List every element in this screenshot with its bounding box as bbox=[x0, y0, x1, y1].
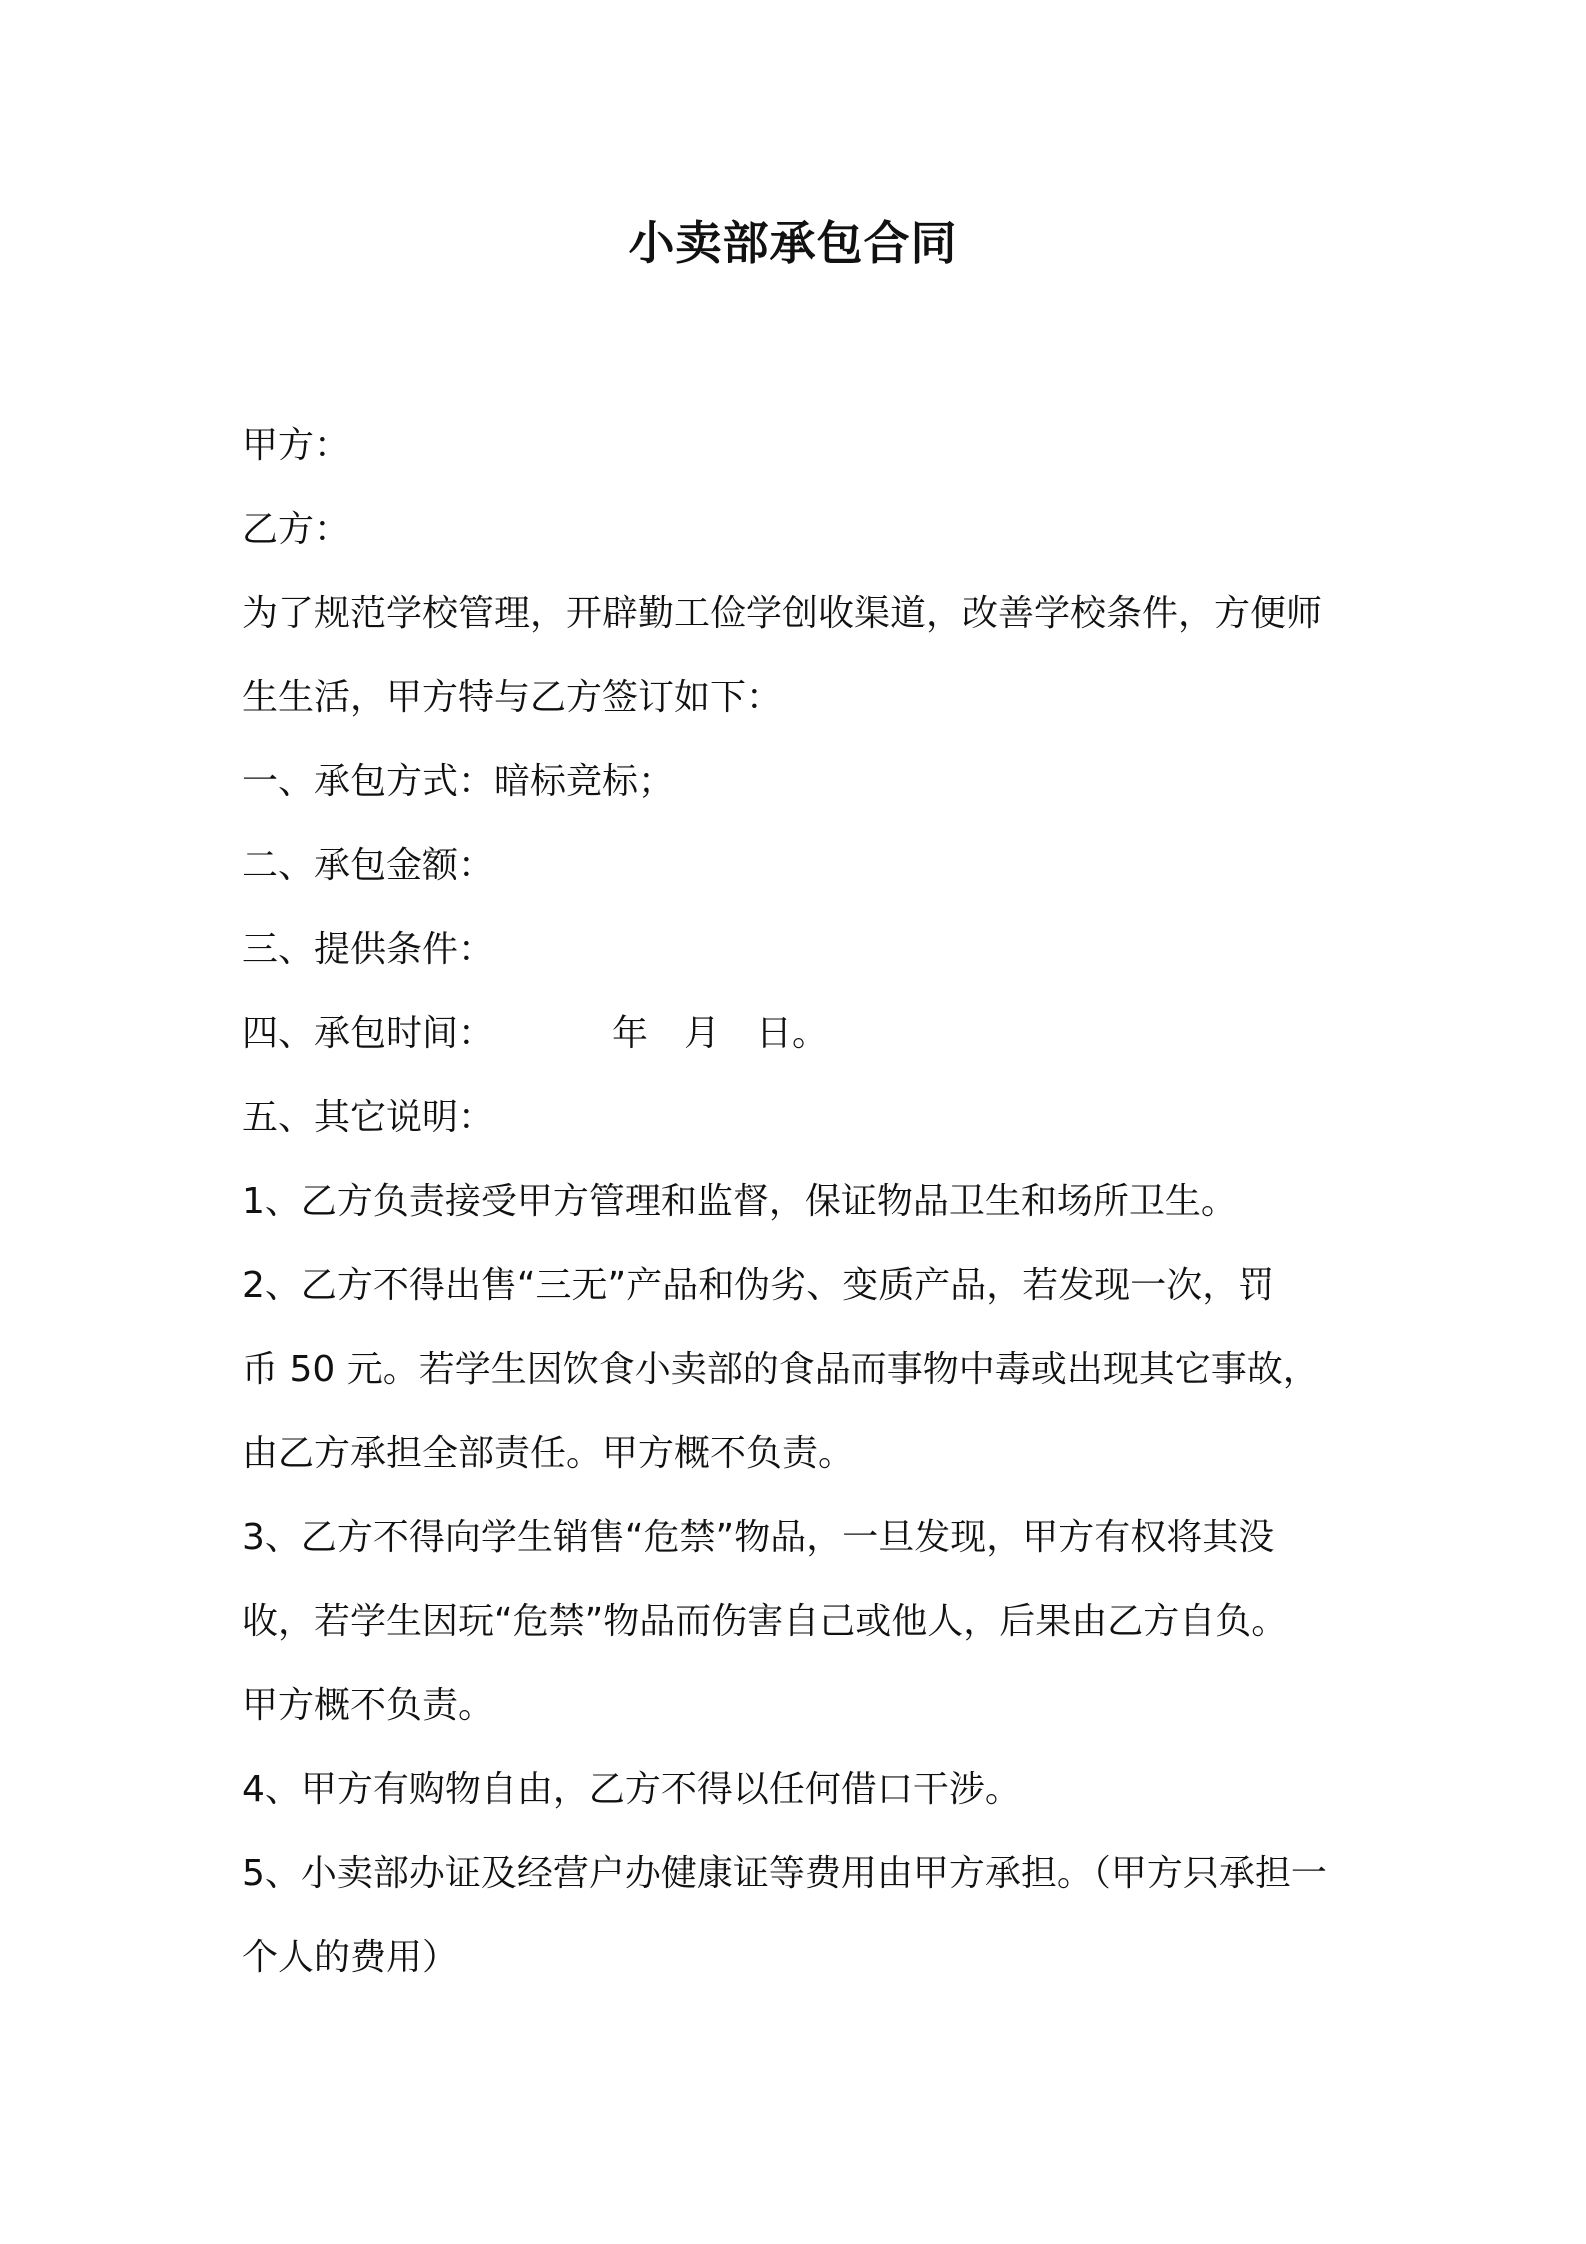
clause-1-line-1: 1、乙方负责接受甲方管理和监督，保证物品卫生和场所卫生。 bbox=[242, 1181, 1237, 1222]
section-2-line: 二、承包金额： bbox=[242, 845, 495, 886]
intro-line-2: 生生活，甲方特与乙方签订如下： bbox=[242, 677, 783, 718]
contract-title: 小卖部承包合同 bbox=[628, 216, 958, 270]
section-4-line bbox=[242, 992, 1362, 1076]
clause-2-line-2: 币 50 元。若学生因饮食小卖部的食品而事物中毒或出现其它事故， bbox=[242, 1349, 1319, 1390]
clause-3-line-1: 3、乙方不得向学生销售“危禁”物品，一旦发现，甲方有权将其没 bbox=[242, 1517, 1275, 1558]
clause-3-line-2: 收，若学生因玩“危禁”物品而伤害自己或他人，后果由乙方自负。 bbox=[242, 1601, 1288, 1642]
section-5-line: 五、其它说明： bbox=[242, 1097, 495, 1138]
clause-5-line-1: 5、小卖部办证及经营户办健康证等费用由甲方承担。（甲方只承担一 bbox=[242, 1853, 1327, 1894]
section-3-line: 三、提供条件： bbox=[242, 929, 495, 970]
section-1-line: 一、承包方式：暗标竞标； bbox=[242, 761, 675, 802]
intro-line-1: 为了规范学校管理，开辟勤工俭学创收渠道，改善学校条件，方便师 bbox=[242, 593, 1323, 634]
clause-4-line-1: 4、甲方有购物自由，乙方不得以任何借口干涉。 bbox=[242, 1769, 1021, 1810]
clause-2-line-3: 由乙方承担全部责任。甲方概不负责。 bbox=[242, 1433, 855, 1474]
party-a-line: 甲方： bbox=[242, 425, 351, 466]
day-label: 日。 bbox=[756, 1013, 829, 1054]
month-label: 月 bbox=[684, 1013, 721, 1054]
clause-5-line-2: 个人的费用） bbox=[242, 1937, 459, 1978]
contract-body bbox=[242, 404, 1362, 2000]
clause-2-line-1: 2、乙方不得出售“三无”产品和伪劣、变质产品，若发现一次，罚 bbox=[242, 1265, 1275, 1306]
clause-3-line-3: 甲方概不负责。 bbox=[242, 1685, 495, 1726]
section-4-label: 四、承包时间： bbox=[242, 1013, 495, 1054]
year-label: 年 bbox=[612, 1013, 649, 1054]
party-b-line: 乙方： bbox=[242, 509, 351, 550]
